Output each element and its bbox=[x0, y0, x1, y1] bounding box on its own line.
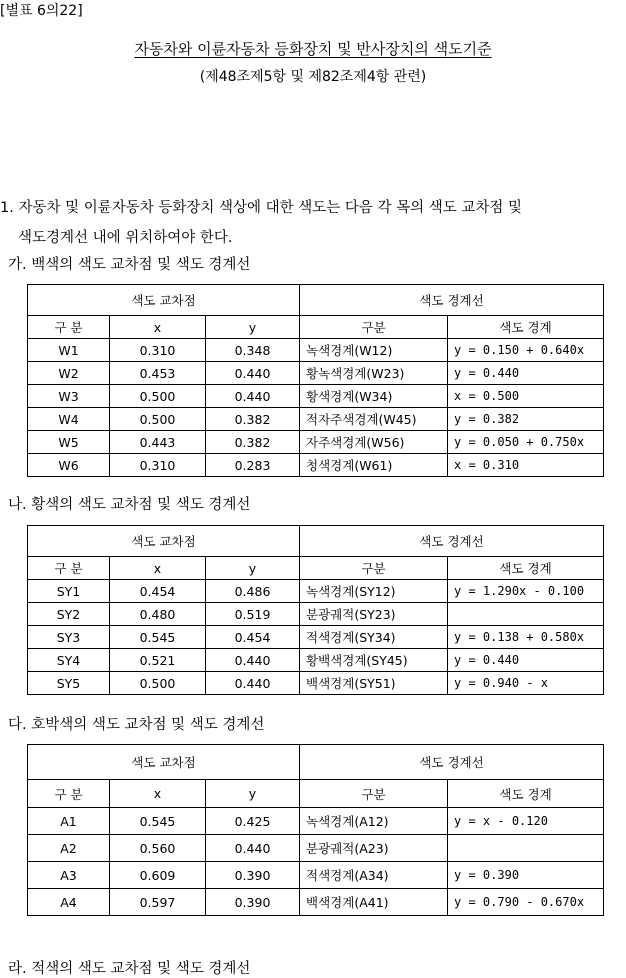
y-coordinate-cell: 0.440 bbox=[206, 649, 300, 672]
boundary-equation-cell: y = 0.050 + 0.750x bbox=[448, 431, 604, 454]
point-name-cell: W3 bbox=[28, 385, 110, 408]
x-coordinate-cell: 0.454 bbox=[110, 580, 206, 603]
x-coordinate-cell: 0.500 bbox=[110, 385, 206, 408]
point-name-cell: SY2 bbox=[28, 603, 110, 626]
boundary-name-cell: 분광궤적(A23) bbox=[300, 835, 448, 862]
table-row bbox=[28, 889, 604, 916]
x-coordinate-cell: 0.609 bbox=[110, 862, 206, 889]
x-coordinate-cell: 0.500 bbox=[110, 408, 206, 431]
column-header-boundary-value: 색도 경계 bbox=[448, 780, 604, 808]
boundary-equation-cell bbox=[448, 835, 604, 862]
x-coordinate-cell: 0.545 bbox=[110, 626, 206, 649]
intro-line-1: 1. 자동차 및 이륜자동차 등화장치 색상에 대한 색도는 다음 각 목의 색도 교차점 및 bbox=[0, 200, 522, 216]
table-group-header bbox=[28, 285, 604, 316]
boundary-equation-cell: y = 0.440 bbox=[448, 362, 604, 385]
y-coordinate-cell: 0.440 bbox=[206, 362, 300, 385]
boundary-equation-cell: y = 1.290x - 0.100 bbox=[448, 580, 604, 603]
x-coordinate-cell: 0.521 bbox=[110, 649, 206, 672]
boundary-name-cell: 적색경계(A34) bbox=[300, 862, 448, 889]
boundary-name-cell: 백색경계(A41) bbox=[300, 889, 448, 916]
table-row bbox=[28, 454, 604, 477]
section-heading-white: 가. 백색의 색도 교차점 및 색도 경계선 bbox=[8, 257, 251, 273]
x-coordinate-cell: 0.545 bbox=[110, 808, 206, 835]
point-name-cell: A4 bbox=[28, 889, 110, 916]
section-heading-amber: 다. 호박색의 색도 교차점 및 색도 경계선 bbox=[8, 717, 265, 733]
table-row bbox=[28, 808, 604, 835]
table-row bbox=[28, 362, 604, 385]
column-header-boundary-value: 색도 경계 bbox=[448, 557, 604, 580]
boundary-name-cell: 청색경계(W61) bbox=[300, 454, 448, 477]
point-name-cell: SY5 bbox=[28, 672, 110, 695]
column-header-x: x bbox=[110, 780, 206, 808]
y-coordinate-cell: 0.425 bbox=[206, 808, 300, 835]
table-group-header bbox=[28, 745, 604, 780]
column-header-name: 구 분 bbox=[28, 780, 110, 808]
y-coordinate-cell: 0.486 bbox=[206, 580, 300, 603]
point-name-cell: A2 bbox=[28, 835, 110, 862]
column-header-x: x bbox=[110, 557, 206, 580]
point-name-cell: W1 bbox=[28, 339, 110, 362]
column-header-boundary: 구분 bbox=[300, 316, 448, 339]
point-name-cell: SY4 bbox=[28, 649, 110, 672]
table-row bbox=[28, 649, 604, 672]
table-row bbox=[28, 603, 604, 626]
x-coordinate-cell: 0.310 bbox=[110, 339, 206, 362]
point-name-cell: SY1 bbox=[28, 580, 110, 603]
boundary-name-cell: 녹색경계(W12) bbox=[300, 339, 448, 362]
boundary-equation-cell: x = 0.500 bbox=[448, 385, 604, 408]
y-coordinate-cell: 0.382 bbox=[206, 408, 300, 431]
boundary-name-cell: 분광궤적(SY23) bbox=[300, 603, 448, 626]
intro-line-2: 색도경계선 내에 위치하여야 한다. bbox=[18, 230, 233, 246]
boundary-name-cell: 백색경계(SY51) bbox=[300, 672, 448, 695]
boundary-equation-cell: x = 0.310 bbox=[448, 454, 604, 477]
table-row bbox=[28, 431, 604, 454]
point-name-cell: A1 bbox=[28, 808, 110, 835]
boundary-equation-cell: y = 0.150 + 0.640x bbox=[448, 339, 604, 362]
boundary-name-cell: 적자주색경계(W45) bbox=[300, 408, 448, 431]
column-header-name: 구 분 bbox=[28, 316, 110, 339]
table-column-header bbox=[28, 557, 604, 580]
boundary-equation-cell: y = 0.138 + 0.580x bbox=[448, 626, 604, 649]
boundary-equation-cell: y = x - 0.120 bbox=[448, 808, 604, 835]
column-header-boundary: 구분 bbox=[300, 557, 448, 580]
group-header-intersections: 색도 교차점 bbox=[28, 745, 300, 780]
x-coordinate-cell: 0.310 bbox=[110, 454, 206, 477]
boundary-name-cell: 적색경계(SY34) bbox=[300, 626, 448, 649]
y-coordinate-cell: 0.440 bbox=[206, 672, 300, 695]
column-header-x: x bbox=[110, 316, 206, 339]
section-heading-red: 라. 적색의 색도 교차점 및 색도 경계선 bbox=[8, 961, 251, 977]
table-row bbox=[28, 626, 604, 649]
document-title-text: 자동차와 이륜자동차 등화장치 및 반사장치의 색도기준 bbox=[134, 40, 492, 58]
table-row bbox=[28, 385, 604, 408]
table-row bbox=[28, 408, 604, 431]
y-coordinate-cell: 0.440 bbox=[206, 835, 300, 862]
boundary-equation-cell bbox=[448, 603, 604, 626]
y-coordinate-cell: 0.519 bbox=[206, 603, 300, 626]
x-coordinate-cell: 0.597 bbox=[110, 889, 206, 916]
table-row bbox=[28, 339, 604, 362]
document-title bbox=[0, 38, 626, 59]
boundary-name-cell: 황백색경계(SY45) bbox=[300, 649, 448, 672]
table-column-header bbox=[28, 316, 604, 339]
boundary-equation-cell: y = 0.440 bbox=[448, 649, 604, 672]
group-header-boundaries: 색도 경계선 bbox=[300, 285, 604, 316]
y-coordinate-cell: 0.348 bbox=[206, 339, 300, 362]
table-group-header bbox=[28, 526, 604, 557]
boundary-name-cell: 황색경계(W34) bbox=[300, 385, 448, 408]
table-row bbox=[28, 672, 604, 695]
document-subtitle: (제48조제5항 및 제82조제4항 관련) bbox=[199, 69, 427, 85]
column-header-name: 구 분 bbox=[28, 557, 110, 580]
table-row bbox=[28, 862, 604, 889]
x-coordinate-cell: 0.500 bbox=[110, 672, 206, 695]
x-coordinate-cell: 0.443 bbox=[110, 431, 206, 454]
appendix-label: [별표 6의22] bbox=[0, 3, 83, 19]
boundary-name-cell: 녹색경계(SY12) bbox=[300, 580, 448, 603]
column-header-y: y bbox=[206, 780, 300, 808]
x-coordinate-cell: 0.560 bbox=[110, 835, 206, 862]
y-coordinate-cell: 0.390 bbox=[206, 862, 300, 889]
chromaticity-table-selective-yellow bbox=[27, 525, 604, 695]
boundary-name-cell: 녹색경계(A12) bbox=[300, 808, 448, 835]
boundary-name-cell: 황녹색경계(W23) bbox=[300, 362, 448, 385]
point-name-cell: W6 bbox=[28, 454, 110, 477]
column-header-boundary-value: 색도 경계 bbox=[448, 316, 604, 339]
y-coordinate-cell: 0.382 bbox=[206, 431, 300, 454]
column-header-boundary: 구분 bbox=[300, 780, 448, 808]
y-coordinate-cell: 0.440 bbox=[206, 385, 300, 408]
x-coordinate-cell: 0.480 bbox=[110, 603, 206, 626]
group-header-intersections: 색도 교차점 bbox=[28, 526, 300, 557]
point-name-cell: W2 bbox=[28, 362, 110, 385]
table-column-header bbox=[28, 780, 604, 808]
chromaticity-table-white bbox=[27, 284, 604, 477]
y-coordinate-cell: 0.454 bbox=[206, 626, 300, 649]
x-coordinate-cell: 0.453 bbox=[110, 362, 206, 385]
column-header-y: y bbox=[206, 316, 300, 339]
y-coordinate-cell: 0.283 bbox=[206, 454, 300, 477]
column-header-y: y bbox=[206, 557, 300, 580]
boundary-equation-cell: y = 0.382 bbox=[448, 408, 604, 431]
y-coordinate-cell: 0.390 bbox=[206, 889, 300, 916]
boundary-name-cell: 자주색경계(W56) bbox=[300, 431, 448, 454]
boundary-equation-cell: y = 0.390 bbox=[448, 862, 604, 889]
point-name-cell: A3 bbox=[28, 862, 110, 889]
group-header-boundaries: 색도 경계선 bbox=[300, 745, 604, 780]
chromaticity-table-amber bbox=[27, 744, 604, 916]
point-name-cell: W4 bbox=[28, 408, 110, 431]
boundary-equation-cell: y = 0.790 - 0.670x bbox=[448, 889, 604, 916]
table-row bbox=[28, 580, 604, 603]
section-heading-selective-yellow: 나. 황색의 색도 교차점 및 색도 경계선 bbox=[8, 497, 251, 513]
boundary-equation-cell: y = 0.940 - x bbox=[448, 672, 604, 695]
point-name-cell: SY3 bbox=[28, 626, 110, 649]
group-header-boundaries: 색도 경계선 bbox=[300, 526, 604, 557]
group-header-intersections: 색도 교차점 bbox=[28, 285, 300, 316]
point-name-cell: W5 bbox=[28, 431, 110, 454]
table-row bbox=[28, 835, 604, 862]
